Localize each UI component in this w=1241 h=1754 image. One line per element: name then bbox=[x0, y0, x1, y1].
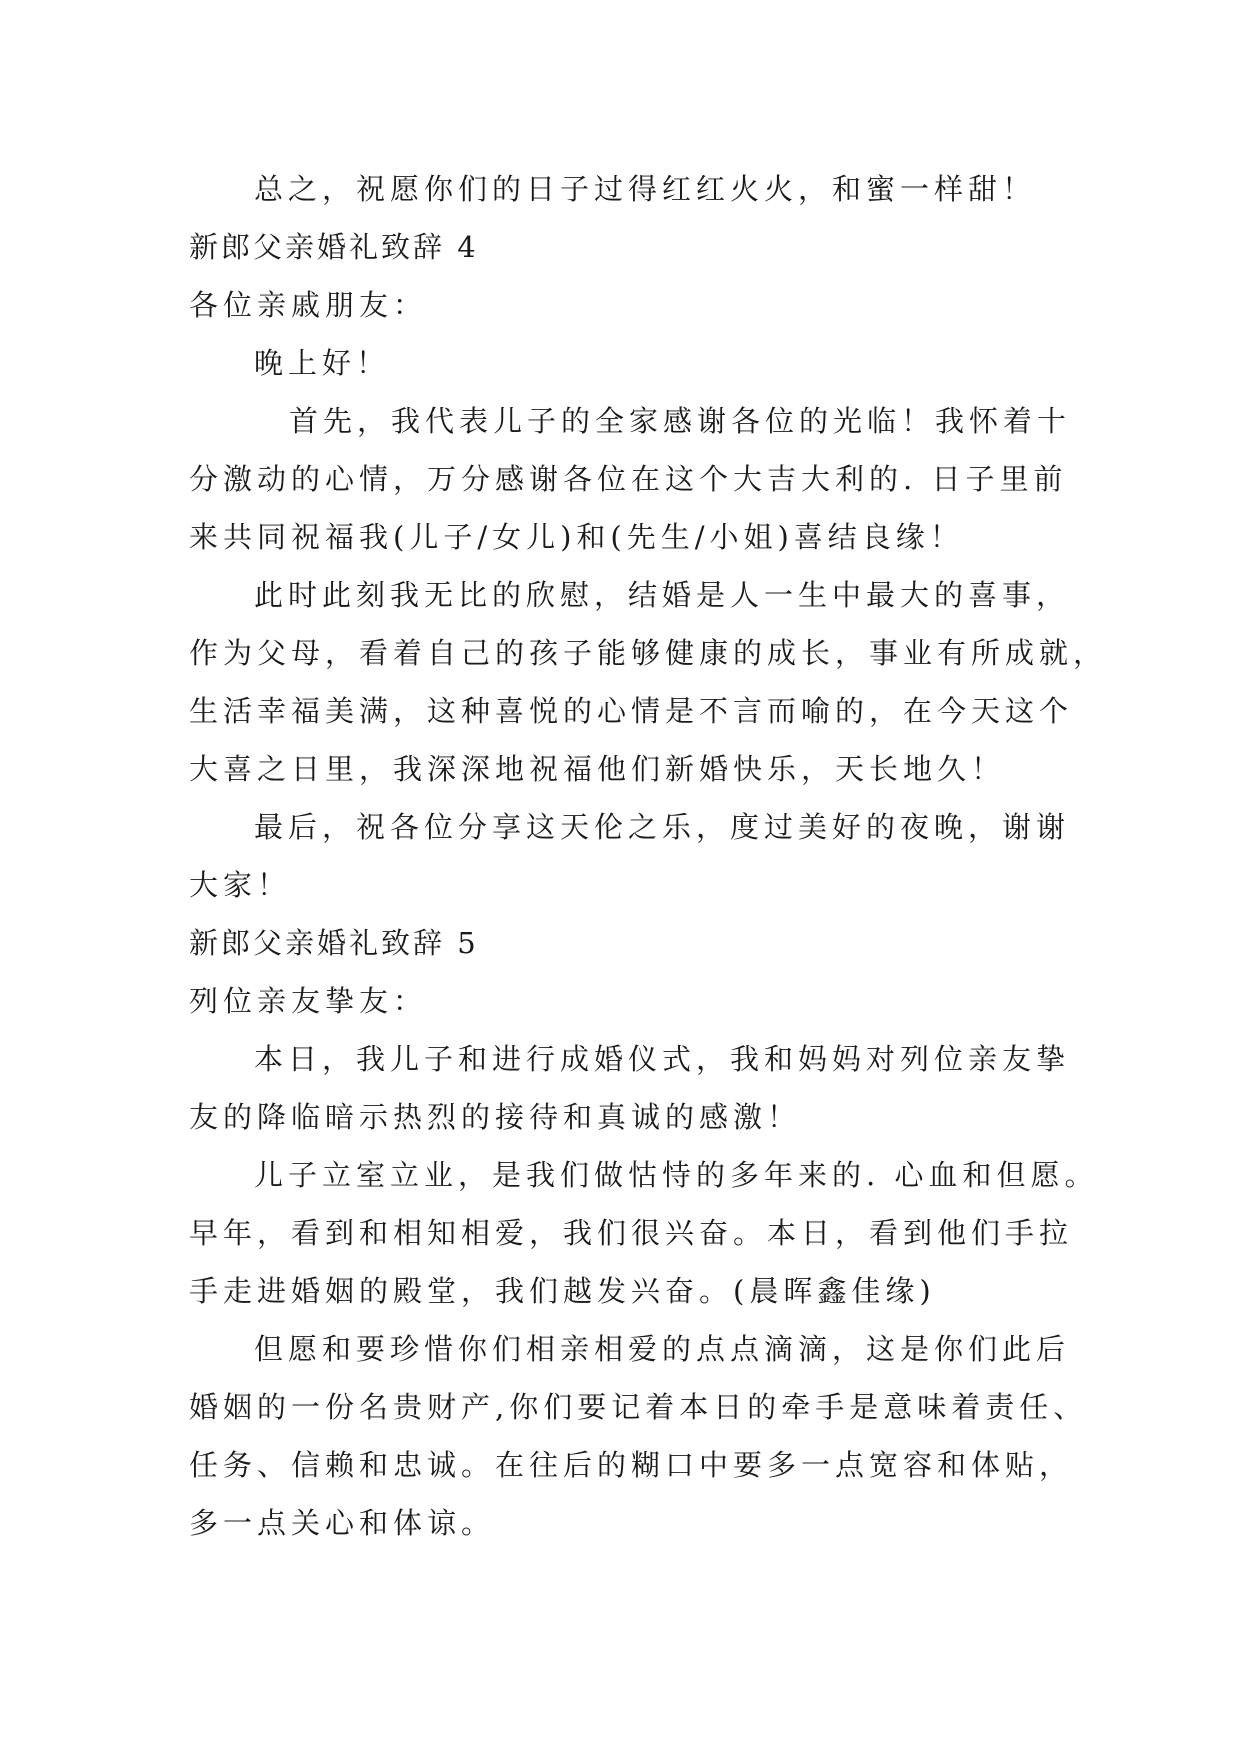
paragraph-line: 手走进婚姻的殿堂，我们越发兴奋。(晨晖鑫佳缘) bbox=[189, 1274, 936, 1308]
document-body bbox=[189, 160, 1108, 1552]
paragraph-line: 婚姻的一份名贵财产,你们要记着本日的牵手是意味着责任、 bbox=[189, 1390, 1088, 1424]
paragraph-line: 本日，我儿子和进行成婚仪式，我和妈妈对列位亲友挚 bbox=[254, 1042, 1071, 1076]
paragraph-line: 来共同祝福我(儿子/女儿)和(先生/小姐)喜结良缘！ bbox=[189, 520, 964, 554]
paragraph-line: 早年，看到和相知相爱，我们很兴奋。本日，看到他们手拉 bbox=[189, 1216, 1074, 1250]
section-heading: 新郎父亲婚礼致辞 5 bbox=[189, 926, 479, 960]
greeting: 晚上好！ bbox=[254, 346, 391, 380]
section-heading: 新郎父亲婚礼致辞 4 bbox=[189, 230, 479, 264]
salutation: 各位亲戚朋友： bbox=[189, 288, 428, 322]
paragraph-line: 首先，我代表儿子的全家感谢各位的光临！我怀着十 bbox=[289, 404, 1072, 438]
paragraph-line: 大家！ bbox=[189, 868, 292, 902]
paragraph-line: 分激动的心情，万分感谢各位在这个大吉大利的. 日子里前 bbox=[189, 462, 1068, 496]
paragraph-line: 大喜之日里，我深深地祝福他们新婚快乐，天长地久！ bbox=[189, 752, 1006, 786]
paragraph-line: 总之，祝愿你们的日子过得红红火火，和蜜一样甜！ bbox=[254, 172, 1037, 206]
paragraph-line: 作为父母，看着自己的孩子能够健康的成长，事业有所成就， bbox=[189, 636, 1108, 670]
paragraph-line: 此时此刻我无比的欣慰，结婚是人一生中最大的喜事， bbox=[254, 578, 1071, 612]
paragraph-line: 任务、信赖和忠诚。在往后的糊口中要多一点宽容和体贴， bbox=[189, 1448, 1074, 1482]
paragraph-line: 但愿和要珍惜你们相亲相爱的点点滴滴，这是你们此后 bbox=[254, 1332, 1071, 1366]
paragraph-line: 友的降临暗示热烈的接待和真诚的感激！ bbox=[189, 1100, 802, 1134]
paragraph-line: 多一点关心和体谅。 bbox=[189, 1506, 496, 1540]
paragraph-line: 儿子立室立业，是我们做怙恃的多年来的. 心血和但愿。 bbox=[254, 1158, 1099, 1192]
paragraph-line: 最后，祝各位分享这天伦之乐，度过美好的夜晚，谢谢 bbox=[254, 810, 1071, 844]
salutation: 列位亲友挚友： bbox=[189, 984, 428, 1018]
paragraph-line: 生活幸福美满，这种喜悦的心情是不言而喻的，在今天这个 bbox=[189, 694, 1074, 728]
